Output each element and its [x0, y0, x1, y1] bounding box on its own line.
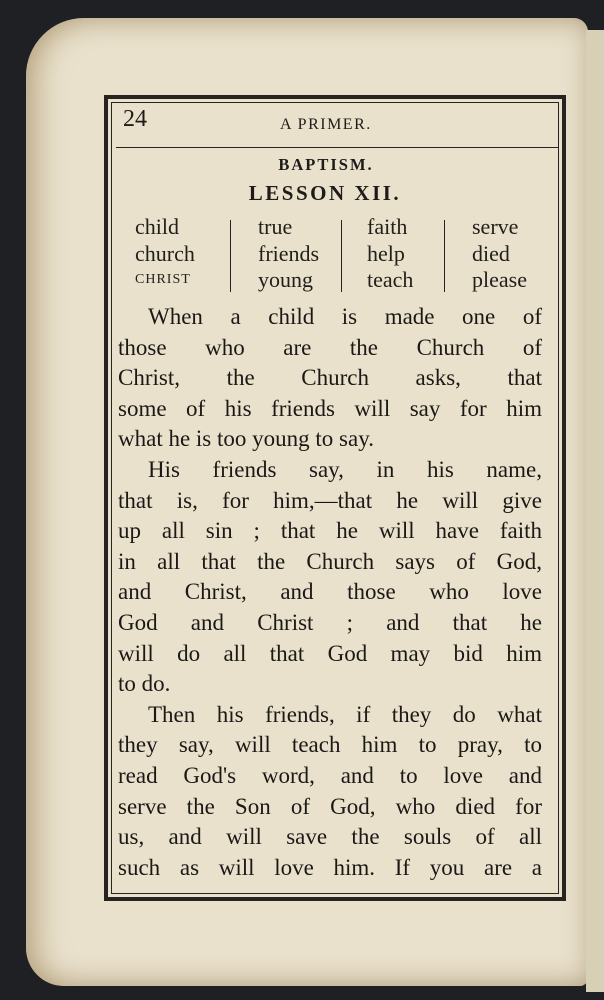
vocab-word: please	[472, 267, 527, 292]
text-line: to do.	[118, 671, 171, 697]
vocab-word: died	[472, 240, 510, 266]
text-line: that is, for him,—that he will give	[118, 487, 542, 513]
text-line: us, and will save the souls of all	[118, 824, 542, 850]
vocab-word: CHRIST	[135, 272, 191, 287]
vocab-word: teach	[367, 267, 414, 292]
vocab-column-1	[135, 214, 195, 294]
header-rule	[116, 147, 558, 148]
text-line: such as will love him. If you are a	[118, 854, 542, 880]
vocab-word: church	[135, 240, 195, 266]
vocab-word: help	[367, 240, 405, 266]
next-page-edge	[586, 30, 604, 992]
vocab-word: serve	[472, 214, 519, 239]
text-line: serve the Son of God, who died for	[118, 793, 542, 819]
vocab-column-4	[472, 214, 527, 294]
text-line: read God's word, and to love and	[118, 762, 542, 788]
vocab-word: faith	[367, 214, 408, 239]
text-line: Christ, the Church asks, that	[118, 365, 542, 391]
column-divider	[230, 220, 231, 292]
vocab-column-3	[367, 214, 413, 294]
text-line: some of his friends will say for him	[118, 395, 542, 421]
lesson-title: LESSON XII.	[248, 181, 402, 205]
column-divider	[341, 220, 342, 292]
text-line: what he is too young to say.	[118, 426, 374, 452]
column-divider	[444, 220, 445, 292]
text-line: His friends say, in his name,	[148, 456, 542, 482]
text-line: those who are the Church of	[118, 334, 542, 360]
running-title: A PRIMER.	[280, 116, 372, 133]
vocab-column-2	[258, 214, 319, 294]
vocab-word: friends	[258, 240, 320, 266]
text-line: When a child is made one of	[148, 304, 542, 329]
section-title: BAPTISM.	[278, 155, 374, 174]
vocab-word: young	[258, 267, 313, 292]
text-line: God and Christ ; and that he	[118, 609, 542, 635]
text-line: Then his friends, if they do what	[148, 701, 542, 727]
vocab-word: child	[135, 214, 179, 239]
text-line: will do all that God may bid him	[118, 640, 542, 666]
text-line: in all that the Church says of God,	[118, 548, 542, 574]
text-line: they say, will teach him to pray, to	[118, 732, 542, 758]
page-number: 24	[123, 106, 147, 132]
text-line: up all sin ; that he will have faith	[118, 518, 542, 544]
text-line: and Christ, and those who love	[118, 579, 542, 605]
vocab-word: true	[258, 214, 293, 239]
lesson-body-text	[118, 302, 542, 883]
